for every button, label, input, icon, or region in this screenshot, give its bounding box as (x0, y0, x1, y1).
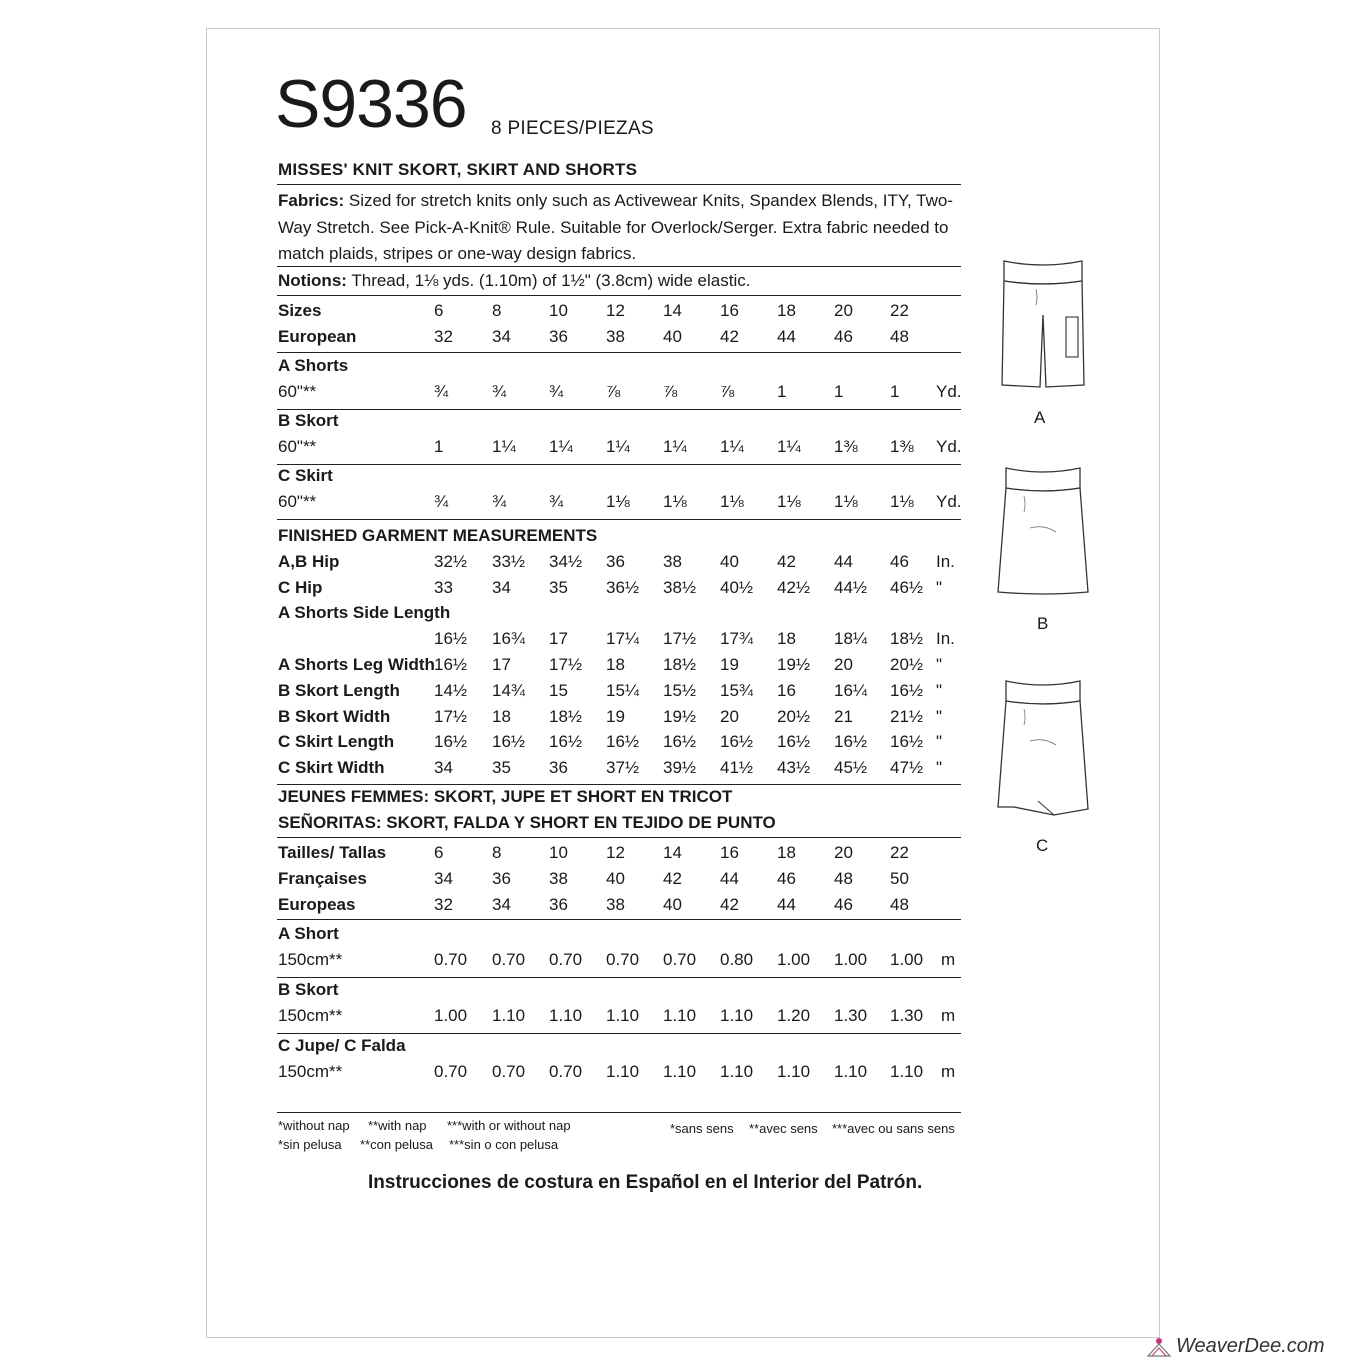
yardage-cell: 1⅜ (834, 437, 858, 456)
measurement-cell: 44 (834, 552, 853, 571)
sizes-row-cell: 10 (549, 301, 568, 320)
divider (277, 519, 961, 520)
measurement-cell: 19½ (777, 655, 811, 674)
metric-cell: 1.00 (777, 950, 811, 969)
measurement-label: B Skort Length (278, 681, 400, 700)
divider (277, 1112, 961, 1113)
europeas-row-cell: 36 (549, 895, 568, 914)
watermark-brand: WeaverDee.com (1176, 1335, 1325, 1357)
measurement-label: A Shorts Side Length (278, 603, 451, 622)
metric-cell: 0.80 (720, 950, 754, 969)
measurement-cell: 16½ (434, 732, 468, 751)
europeas-row-cell: 46 (834, 895, 853, 914)
tailles-row-cell: 8 (492, 843, 502, 862)
europeas-row-cell: 38 (606, 895, 625, 914)
measurement-cell: 16½ (834, 732, 868, 751)
measurement-cell: 17 (549, 629, 568, 648)
view-b-label: B (1037, 614, 1049, 633)
measurement-cell: 17¼ (606, 629, 640, 648)
measurement-unit: In. (936, 629, 955, 648)
divider (277, 295, 961, 296)
measurement-cell: 16¼ (834, 681, 868, 700)
spanish-title: SEÑORITAS: SKORT, FALDA Y SHORT EN TEJIDO DE PUNTO (278, 813, 776, 832)
measurement-cell: 20 (720, 707, 739, 726)
measurement-unit: " (936, 655, 943, 674)
measurement-label: C Skirt Length (278, 732, 395, 751)
footnote-sans-sens: *sans sens (670, 1121, 734, 1136)
measurement-cell: 21½ (890, 707, 924, 726)
measurement-cell: 15¾ (720, 681, 754, 700)
measurement-label: B Skort Width (278, 707, 391, 726)
spanish-instructions-note: Instrucciones de costura en Español en el Interior del Patrón. (368, 1172, 923, 1193)
measurement-cell: 45½ (834, 758, 868, 777)
sizes-row-cell: 8 (492, 301, 502, 320)
view-name: C Skirt (278, 466, 333, 485)
tailles-row-cell: 6 (434, 843, 444, 862)
metric-cell: 1.00 (890, 950, 924, 969)
measurement-cell: 15½ (663, 681, 697, 700)
yardage-cell: 1¼ (777, 437, 801, 456)
tailles-row-cell: 12 (606, 843, 625, 862)
metric-cell: 1.10 (890, 1062, 924, 1081)
measurement-cell: 41½ (720, 758, 754, 777)
european-row-cell: 44 (777, 327, 796, 346)
measurement-cell: 46 (890, 552, 909, 571)
divider (277, 784, 961, 785)
yardage-cell: ¾ (492, 382, 507, 401)
measurement-cell: 16½ (492, 732, 526, 751)
measurement-cell: 15¼ (606, 681, 640, 700)
measurement-cell: 19 (606, 707, 625, 726)
measurement-label: A Shorts Leg Width (278, 655, 435, 674)
metric-cell: 1.10 (492, 1006, 526, 1025)
european-row-cell: 46 (834, 327, 853, 346)
measurement-cell: 17 (492, 655, 511, 674)
yardage-cell: 1¼ (720, 437, 744, 456)
yardage-cell: 1⅛ (720, 492, 744, 511)
francaises-row-cell: 48 (834, 869, 853, 888)
metric-view-name: C Jupe/ C Falda (278, 1036, 406, 1055)
footnote-without-nap: *without nap (278, 1118, 350, 1133)
footnote-sin-pelusa: *sin pelusa (278, 1137, 342, 1152)
europeas-row-label: Europeas (278, 895, 356, 914)
measurement-label: A,B Hip (278, 552, 340, 571)
sizes-row-cell: 6 (434, 301, 444, 320)
measurement-cell: 15 (549, 681, 568, 700)
piece-count: 8 PIECES/PIEZAS (491, 118, 654, 139)
view-name: B Skort (278, 411, 339, 430)
divider (277, 837, 961, 838)
divider (277, 977, 961, 978)
yardage-unit: Yd. (936, 492, 962, 511)
measurement-cell: 18½ (890, 629, 924, 648)
measurement-cell: 20 (834, 655, 853, 674)
yardage-cell: 1⅛ (777, 492, 801, 511)
europeas-row-cell: 44 (777, 895, 796, 914)
view-name: A Shorts (278, 356, 349, 375)
footnote-avec-sens: **avec sens (749, 1121, 818, 1136)
measurement-cell: 18 (606, 655, 625, 674)
measurement-cell: 21 (834, 707, 853, 726)
european-row-label: European (278, 327, 357, 346)
sizes-row-cell: 18 (777, 301, 796, 320)
measurement-cell: 36½ (606, 578, 640, 597)
tailles-row-cell: 20 (834, 843, 853, 862)
finished-heading: FINISHED GARMENT MEASUREMENTS (278, 526, 598, 545)
yardage-cell: 1¼ (549, 437, 573, 456)
fabrics-text: Sized for stretch knits only such as Activewear Knits, Spandex Blends, ITY, Two-Way Stretch. See Pick-A-Knit® Rule. Suitable for Overlock/Serger. Extra fabric needed to match plaids, stripes or one-way design fabrics. (278, 191, 953, 263)
sizes-row-cell: 14 (663, 301, 682, 320)
metric-cell: 1.20 (777, 1006, 811, 1025)
metric-cell: 1.10 (663, 1062, 697, 1081)
yardage-cell: 1¼ (606, 437, 630, 456)
measurement-cell: 33½ (492, 552, 526, 571)
metric-cell: 1.10 (549, 1006, 583, 1025)
measurement-cell: 32½ (434, 552, 468, 571)
metric-cell: 0.70 (492, 1062, 526, 1081)
pattern-number: S9336 (275, 66, 467, 142)
measurement-cell: 39½ (663, 758, 697, 777)
metric-cell: 1.00 (434, 1006, 468, 1025)
measurement-cell: 20½ (890, 655, 924, 674)
measurement-cell: 44½ (834, 578, 868, 597)
sizes-row-cell: 12 (606, 301, 625, 320)
european-row-cell: 32 (434, 327, 453, 346)
divider (277, 1033, 961, 1034)
measurement-cell: 18 (492, 707, 511, 726)
europeas-row-cell: 32 (434, 895, 453, 914)
measurement-cell: 40½ (720, 578, 754, 597)
yardage-cell: 1 (890, 382, 900, 401)
measurement-cell: 47½ (890, 758, 924, 777)
measurement-cell: 40 (720, 552, 739, 571)
europeas-row-cell: 48 (890, 895, 909, 914)
metric-view-name: A Short (278, 924, 339, 943)
yardage-cell: ¾ (492, 492, 507, 511)
skort-icon (994, 462, 1092, 602)
metric-fabric-width: 150cm** (278, 950, 343, 969)
measurement-cell: 16½ (606, 732, 640, 751)
metric-cell: 0.70 (434, 1062, 468, 1081)
measurement-cell: 35 (492, 758, 511, 777)
notions-paragraph (278, 268, 968, 295)
metric-cell: 0.70 (606, 950, 640, 969)
yardage-cell: 1⅛ (890, 492, 914, 511)
metric-fabric-width: 150cm** (278, 1006, 343, 1025)
europeas-row-cell: 42 (720, 895, 739, 914)
divider (277, 409, 961, 410)
yardage-cell: 1 (434, 437, 444, 456)
measurement-cell: 43½ (777, 758, 811, 777)
tailles-row-cell: 14 (663, 843, 682, 862)
yardage-cell: 1⅛ (606, 492, 630, 511)
footnote-avec-ou-sans-sens: ***avec ou sans sens (832, 1121, 955, 1136)
yardage-cell: ⅞ (720, 382, 735, 401)
measurement-cell: 16½ (720, 732, 754, 751)
tailles-row-cell: 16 (720, 843, 739, 862)
yardage-cell: 1⅛ (663, 492, 687, 511)
metric-cell: 1.30 (834, 1006, 868, 1025)
measurement-unit: " (936, 707, 943, 726)
measurement-unit: In. (936, 552, 955, 571)
sizes-row-label: Sizes (278, 301, 322, 320)
metric-cell: 1.30 (890, 1006, 924, 1025)
measurement-cell: 16 (777, 681, 796, 700)
divider (277, 352, 961, 353)
measurement-cell: 19 (720, 655, 739, 674)
metric-cell: 1.00 (834, 950, 868, 969)
european-row-cell: 48 (890, 327, 909, 346)
measurement-cell: 34 (434, 758, 453, 777)
yardage-cell: ¾ (434, 492, 449, 511)
measurement-unit: " (936, 758, 943, 777)
fabric-width: 60"** (278, 492, 317, 511)
yardage-cell: 1¼ (492, 437, 516, 456)
measurement-cell: 36 (606, 552, 625, 571)
metric-view-name: B Skort (278, 980, 339, 999)
yardage-unit: Yd. (936, 382, 962, 401)
measurement-cell: 38 (663, 552, 682, 571)
measurement-cell: 38½ (663, 578, 697, 597)
metric-unit: m (941, 950, 956, 969)
metric-cell: 1.10 (606, 1006, 640, 1025)
measurement-cell: 14½ (434, 681, 468, 700)
yardage-cell: 1⅛ (834, 492, 858, 511)
metric-unit: m (941, 1006, 956, 1025)
skirt-icon (994, 675, 1092, 825)
divider (277, 184, 961, 185)
european-row-cell: 36 (549, 327, 568, 346)
metric-cell: 0.70 (663, 950, 697, 969)
tailles-row-cell: 18 (777, 843, 796, 862)
measurement-unit: " (936, 578, 943, 597)
measurement-cell: 16½ (890, 681, 924, 700)
pattern-title: MISSES' KNIT SKORT, SKIRT AND SHORTS (278, 160, 638, 179)
measurement-cell: 20½ (777, 707, 811, 726)
metric-cell: 1.10 (834, 1062, 868, 1081)
metric-cell: 0.70 (492, 950, 526, 969)
measurement-cell: 33 (434, 578, 453, 597)
footnote-sin-o-con-pelusa: ***sin o con pelusa (449, 1137, 559, 1152)
metric-cell: 0.70 (549, 950, 583, 969)
francaises-row-label: Françaises (278, 869, 367, 888)
sizes-row-cell: 20 (834, 301, 853, 320)
francaises-row-cell: 36 (492, 869, 511, 888)
yardage-unit: Yd. (936, 437, 962, 456)
measurement-cell: 34½ (549, 552, 583, 571)
fabrics-paragraph (278, 188, 968, 268)
fabrics-label: Fabrics: (278, 191, 345, 210)
metric-cell: 0.70 (434, 950, 468, 969)
yardage-cell: 1¼ (663, 437, 687, 456)
divider (277, 919, 961, 920)
francaises-row-cell: 50 (890, 869, 909, 888)
yardage-cell: 1⅜ (890, 437, 914, 456)
measurement-cell: 34 (492, 578, 511, 597)
european-row-cell: 34 (492, 327, 511, 346)
measurement-cell: 16½ (434, 629, 468, 648)
tailles-row-cell: 10 (549, 843, 568, 862)
european-row-cell: 40 (663, 327, 682, 346)
measurement-cell: 19½ (663, 707, 697, 726)
measurement-cell: 36 (549, 758, 568, 777)
francaises-row-cell: 46 (777, 869, 796, 888)
metric-cell: 1.10 (720, 1062, 754, 1081)
tailles-row-label: Tailles/ Tallas (278, 843, 387, 862)
yardage-cell: ¾ (434, 382, 449, 401)
view-a-label: A (1034, 408, 1046, 427)
sizes-row-cell: 16 (720, 301, 739, 320)
measurement-cell: 42½ (777, 578, 811, 597)
francaises-row-cell: 34 (434, 869, 453, 888)
measurement-unit: " (936, 681, 943, 700)
yardage-cell: 1 (834, 382, 844, 401)
metric-cell: 0.70 (549, 1062, 583, 1081)
footnote-with-or-without-nap: ***with or without nap (447, 1118, 571, 1133)
measurement-cell: 18½ (663, 655, 697, 674)
metric-cell: 1.10 (663, 1006, 697, 1025)
yardage-cell: ¾ (549, 382, 564, 401)
fabric-width: 60"** (278, 437, 317, 456)
measurement-cell: 16½ (549, 732, 583, 751)
europeas-row-cell: 34 (492, 895, 511, 914)
sizes-row-cell: 22 (890, 301, 909, 320)
footnote-with-nap: **with nap (368, 1118, 427, 1133)
measurement-cell: 18¼ (834, 629, 868, 648)
notions-text: Thread, 1⅛ yds. (1.10m) of 1½" (3.8cm) wide elastic. (346, 271, 751, 290)
measurement-cell: 16½ (890, 732, 924, 751)
francaises-row-cell: 42 (663, 869, 682, 888)
measurement-cell: 16½ (434, 655, 468, 674)
measurement-cell: 17½ (663, 629, 697, 648)
shorts-icon (996, 255, 1090, 395)
measurement-cell: 35 (549, 578, 568, 597)
metric-cell: 1.10 (777, 1062, 811, 1081)
european-row-cell: 42 (720, 327, 739, 346)
measurement-label: C Skirt Width (278, 758, 385, 777)
measurement-cell: 17½ (549, 655, 583, 674)
measurement-cell: 37½ (606, 758, 640, 777)
metric-cell: 1.10 (606, 1062, 640, 1081)
measurement-cell: 14¾ (492, 681, 526, 700)
measurement-cell: 16¾ (492, 629, 526, 648)
fabric-width: 60"** (278, 382, 317, 401)
metric-unit: m (941, 1062, 956, 1081)
french-title: JEUNES FEMMES: SKORT, JUPE ET SHORT EN TRICOT (278, 787, 733, 806)
measurement-cell: 46½ (890, 578, 924, 597)
francaises-row-cell: 38 (549, 869, 568, 888)
metric-cell: 1.10 (720, 1006, 754, 1025)
measurement-cell: 16½ (663, 732, 697, 751)
notions-label: Notions: (278, 271, 347, 290)
francaises-row-cell: 40 (606, 869, 625, 888)
measurement-unit: " (936, 732, 943, 751)
europeas-row-cell: 40 (663, 895, 682, 914)
yardage-cell: ⅞ (663, 382, 678, 401)
measurement-cell: 16½ (777, 732, 811, 751)
weaverdee-logo-icon (1146, 1336, 1172, 1358)
measurement-cell: 17½ (434, 707, 468, 726)
measurement-cell: 42 (777, 552, 796, 571)
yardage-cell: ⅞ (606, 382, 621, 401)
european-row-cell: 38 (606, 327, 625, 346)
footnote-con-pelusa: **con pelusa (360, 1137, 433, 1152)
metric-fabric-width: 150cm** (278, 1062, 343, 1081)
francaises-row-cell: 44 (720, 869, 739, 888)
divider (277, 266, 961, 267)
measurement-cell: 18½ (549, 707, 583, 726)
measurement-label: C Hip (278, 578, 323, 597)
measurement-cell: 18 (777, 629, 796, 648)
measurement-cell: 17¾ (720, 629, 754, 648)
view-c-label: C (1036, 836, 1049, 855)
yardage-cell: ¾ (549, 492, 564, 511)
divider (277, 464, 961, 465)
yardage-cell: 1 (777, 382, 787, 401)
tailles-row-cell: 22 (890, 843, 909, 862)
